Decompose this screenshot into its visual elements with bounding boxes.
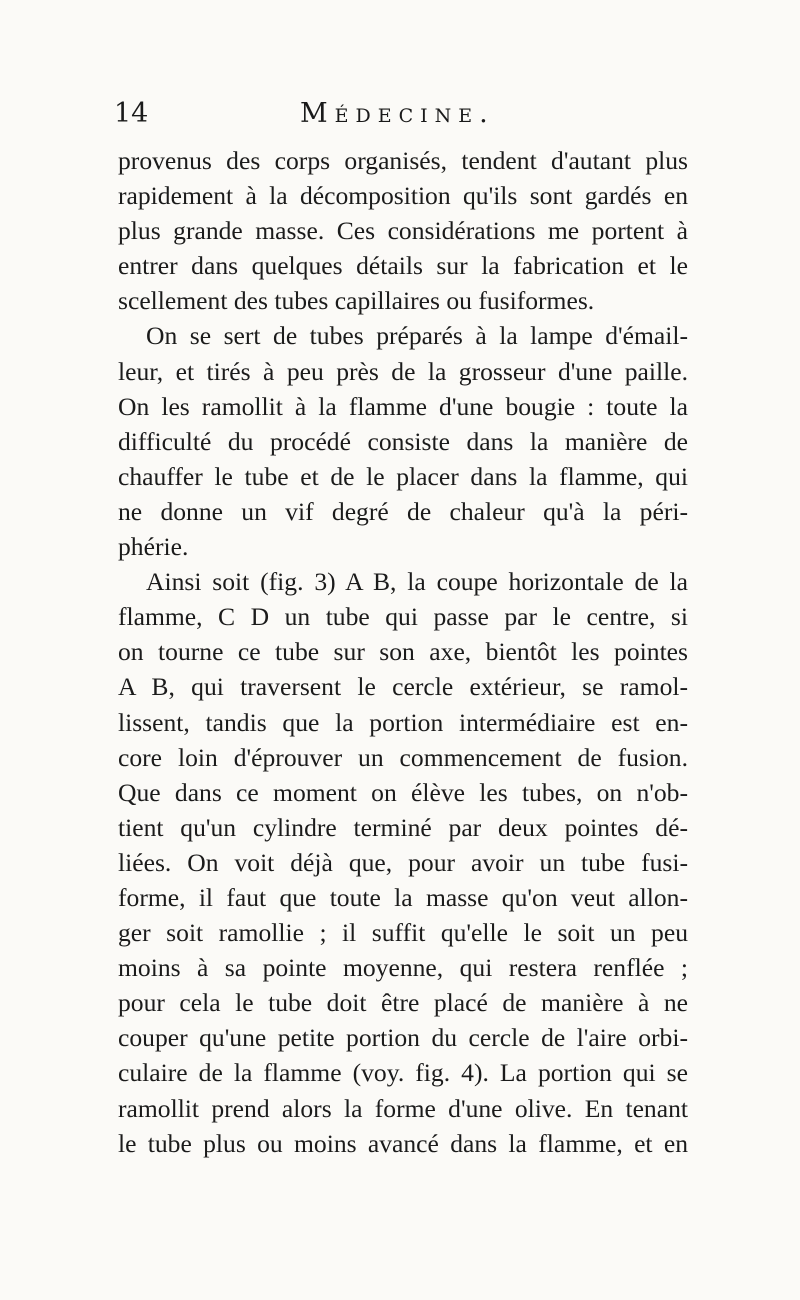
text-line: ramollit prend alors la forme d'une olive. En tenant (118, 1093, 688, 1123)
body-text (118, 143, 688, 1161)
text-line: couper qu'une petite portion du cercle de l'aire orbi- (118, 1023, 688, 1053)
text-line: rapidement à la décomposition qu'ils sont gardés en (118, 181, 688, 211)
text-line: plus grande masse. Ces considérations me portent à (118, 216, 688, 246)
text-line: liées. On voit déjà que, pour avoir un tube fusi- (118, 847, 688, 877)
text-line: pour cela le tube doit être placé de manière à ne (118, 988, 688, 1018)
text-line: tient qu'un cylindre terminé par deux pointes dé- (118, 812, 688, 842)
text-line: Ainsi soit (fig. 3) A B, la coupe horizontale de la (146, 567, 688, 597)
page-number: 14 (114, 98, 149, 129)
text-line: flamme, C D un tube qui passe par le centre, si (118, 602, 688, 632)
text-line: A B, qui traversent le cercle extérieur, se ramol- (118, 672, 688, 702)
text-line: forme, il faut que toute la masse qu'on veut allon- (118, 882, 688, 912)
text-line: chauffer le tube et de le placer dans la flamme, qui (118, 461, 688, 491)
text-line: ger soit ramollie ; il suffit qu'elle le soit un peu (118, 918, 688, 948)
text-line: provenus des corps organisés, tendent d'autant plus (118, 146, 688, 175)
text-line: difficulté du procédé consiste dans la manière de (118, 426, 688, 456)
text-line: phérie. (118, 532, 189, 562)
text-line: Que dans ce moment on élève les tubes, on n'ob- (118, 777, 688, 807)
page-header (112, 98, 692, 138)
text-line: On se sert de tubes préparés à la lampe d'émail- (146, 321, 688, 351)
running-head: Médecine. (300, 98, 495, 129)
text-line: leur, et tirés à peu près de la grosseur d'une paille. (118, 356, 688, 386)
text-line: lissent, tandis que la portion intermédiaire est en- (118, 707, 688, 737)
text-line: scellement des tubes capillaires ou fusiformes. (118, 286, 595, 316)
text-line: core loin d'éprouver un commencement de fusion. (118, 742, 688, 772)
text-line: le tube plus ou moins avancé dans la flamme, et en (118, 1128, 688, 1158)
text-line: On les ramollit à la flamme d'une bougie : toute la (118, 391, 688, 421)
text-line: ne donne un vif degré de chaleur qu'à la péri- (118, 496, 688, 526)
text-line: culaire de la flamme (voy. fig. 4). La portion qui se (118, 1058, 688, 1088)
text-line: moins à sa pointe moyenne, qui restera renflée ; (118, 953, 688, 983)
text-line: entrer dans quelques détails sur la fabrication et le (118, 251, 688, 281)
text-line: on tourne ce tube sur son axe, bientôt les pointes (118, 637, 688, 667)
